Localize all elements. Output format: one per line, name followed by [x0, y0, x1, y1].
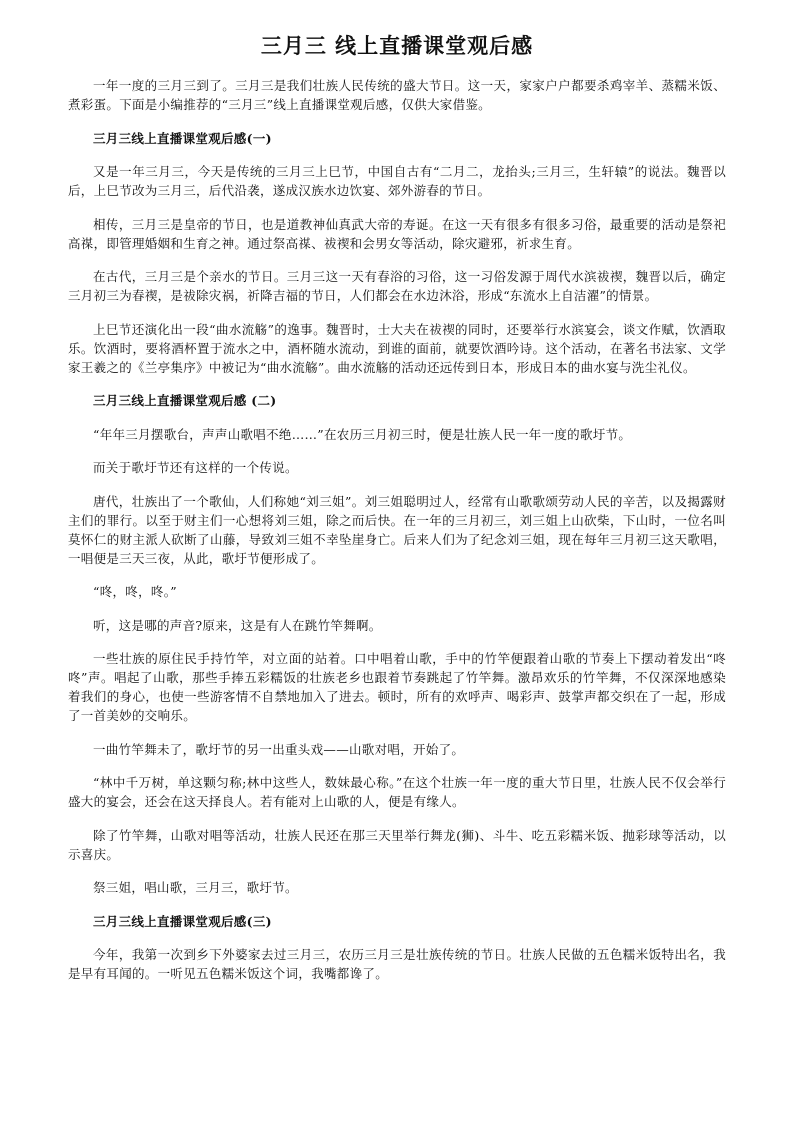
paragraph: 今年，我第一次到乡下外婆家去过三月三，农历三月三是壮族传统的节日。壮族人民做的五色糯米饭特出名，我是早有耳闻的。一听见五色糯米饭这个词，我嘴都谗了。 — [68, 947, 726, 981]
paragraph: 上巳节还演化出一段“曲水流觞”的逸事。魏晋时，士大夫在祓禊的同时，还要举行水滨宴会，谈文作赋，饮酒取乐。饮酒时，要将酒杯置于流水之中，酒杯随水流动，到谁的面前，就要饮酒吟诗。这个活动，在著名书法家、文学家王羲之的《兰亭集序》中被记为“曲水流觞”。曲水流觞的活动还远传到日本，形成日本的曲水宴与洗尘礼仪。 — [68, 321, 726, 375]
paragraph: 又是一年三月三，今天是传统的三月三上巳节，中国自古有“二月二，龙抬头;三月三，生轩辕”的说法。魏晋以后，上巳节改为三月三，后代沿袭，遂成汉族水边饮宴、郊外游春的节日。 — [68, 164, 726, 198]
paragraph: 相传，三月三是皇帝的节日，也是道教神仙真武大帝的寿诞。在这一天有很多有很多习俗，最重要的活动是祭祀高禖，即管理婚姻和生育之神。通过祭高禖、祓禊和会男女等活动，除灾避邪，祈求生育。 — [68, 216, 726, 251]
section-1 — [68, 129, 726, 377]
intro-paragraph: 一年一度的三月三到了。三月三是我们壮族人民传统的盛大节日。这一天，家家户户都要杀鸡宰羊、蒸糯米饭、煮彩蛋。下面是小编推荐的“三月三”线上直播课堂观后感，仅供大家借鉴。 — [68, 78, 726, 112]
paragraph: 除了竹竿舞，山歌对唱等活动，壮族人民还在那三天里举行舞龙(狮)、斗牛、吃五彩糯米饭、抛彩球等活动，以示喜庆。 — [68, 827, 726, 862]
paragraph: 唐代，壮族出了一个歌仙，人们称她“刘三姐”。刘三姐聪明过人，经常有山歌歌颂劳动人民的辛苦，以及揭露财主们的罪行。以至于财主们一心想将刘三姐，除之而后快。在一年的三月初三，刘三姐上山砍柴，下山时，一位名叫莫怀仁的财主派人砍断了山藤，导致刘三姐不幸坠崖身亡。后来人们为了纪念刘三姐，现在每年三月初三这天歌唱，一唱便是三天三夜，从此，歌圩节便形成了。 — [68, 493, 726, 566]
page-title: 三月三 线上直播课堂观后感 — [260, 34, 534, 58]
section-heading: 三月三线上直播课堂观后感 (二) — [93, 393, 277, 408]
paragraph: “林中千万树，单这颗匀称;林中这些人，数妹最心称。”在这个壮族一年一度的重大节日里，壮族人民不仅会举行盛大的宴会，还会在这天择良人。若有能对上山歌的人，便是有缘人。 — [68, 775, 726, 809]
section-heading: 三月三线上直播课堂观后感(一) — [93, 130, 272, 146]
paragraph: 祭三姐，唱山歌，三月三，歌圩节。 — [93, 880, 298, 895]
paragraph: 一些壮族的原住民手持竹竿，对立面的站着。口中唱着山歌，手中的竹竿便跟着山歌的节奏上下摆动着发出“咚咚”声。唱起了山歌，那些手捧五彩糯饭的壮族老乡也跟着节奏跳起了竹竿舞。激昂欢乐的竹竿舞，不仅深深地感染着我们的身心，也使一些游客情不自禁地加入了进去。顿时，所有的欢呼声、喝彩声、鼓掌声都交织在了一起，形成了一首美妙的交响乐。 — [68, 651, 726, 723]
paragraph: “咚，咚，咚。” — [93, 584, 177, 599]
section-heading: 三月三线上直播课堂观后感(三) — [93, 913, 272, 929]
section-3 — [68, 912, 726, 984]
paragraph: 在古代，三月三是个亲水的节日。三月三这一天有春浴的习俗，这一习俗发源于周代水滨祓禊，魏晋以后，确定三月初三为春禊，是祓除灾祸，祈降吉福的节日，人们都会在水边沐浴，形成“东流水上自洁濯”的情景。 — [68, 269, 726, 303]
paragraph: “年年三月摆歌台，声声山歌唱不绝……”在农历三月初三时，便是壮族人民一年一度的歌圩节。 — [93, 426, 632, 442]
section-2 — [68, 391, 726, 897]
paragraph: 一曲竹竿舞未了，歌圩节的另一出重头戏——山歌对唱，开始了。 — [93, 741, 465, 757]
paragraph: 听，这是哪的声音?原来，这是有人在跳竹竿舞啊。 — [93, 617, 382, 633]
paragraph: 而关于歌圩节还有这样的一个传说。 — [93, 460, 298, 475]
